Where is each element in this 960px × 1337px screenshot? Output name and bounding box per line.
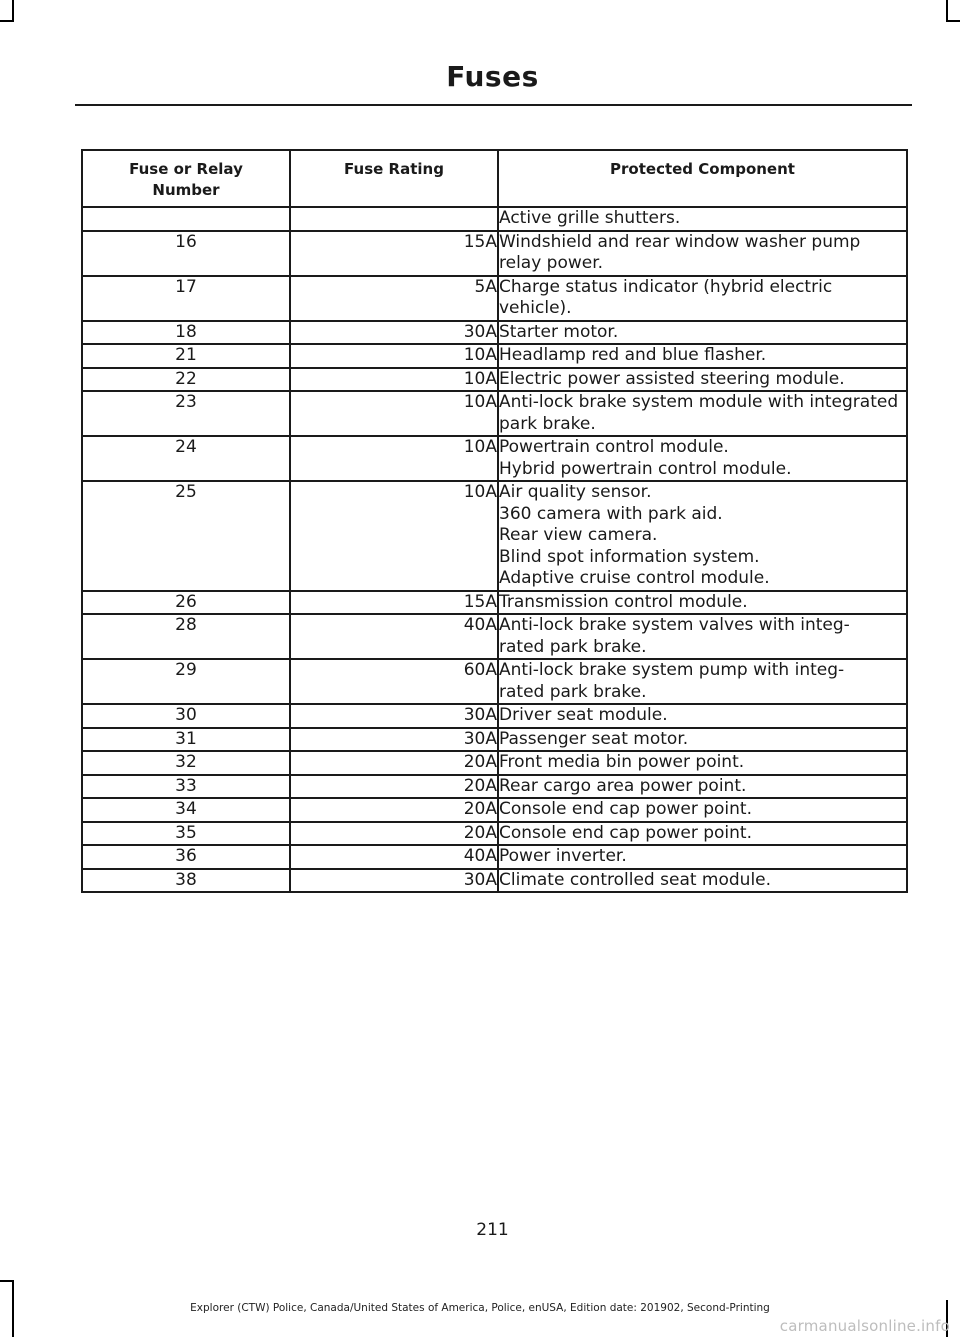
fuse-number-cell: 36 [82,845,290,869]
crop-mark-top-left-vertical [12,0,14,22]
protected-component-cell: Air quality sensor. 360 camera with park aid. Rear view camera. Blind spot information system. Adaptive cruise control module. [498,481,907,591]
table-row [82,231,907,276]
protected-component-cell: Passenger seat motor. [498,728,907,752]
edition-footer: Explorer (CTW) Police, Canada/United States of America, Police, enUSA, Edition date: 201902, Second-Printing [190,1302,770,1314]
fuse-rating-cell: 15A [290,231,498,276]
table-row [82,321,907,345]
table-row [82,728,907,752]
table-row [82,751,907,775]
fuse-number-cell: 31 [82,728,290,752]
protected-component-cell: Charge status indicator (hybrid electric vehicle). [498,276,907,321]
table-row [82,704,907,728]
protected-component-cell: Console end cap power point. [498,798,907,822]
table-row [82,481,907,591]
page-title: Fuses [446,60,539,93]
table-row [82,207,907,231]
table-row [82,614,907,659]
protected-component-cell: Transmission control module. [498,591,907,615]
protected-component-cell: Front media bin power point. [498,751,907,775]
table-row [82,659,907,704]
header-protected-component: Protected Component [498,150,907,207]
fuse-number-cell: 38 [82,869,290,893]
fuse-number-cell: 24 [82,436,290,481]
fuse-number-cell: 28 [82,614,290,659]
fuse-rating-cell: 30A [290,728,498,752]
fuse-number-cell: 33 [82,775,290,799]
table-row [82,436,907,481]
table-row [82,775,907,799]
watermark: carmanualsonline.info [779,1317,950,1335]
fuse-number-cell: 22 [82,368,290,392]
fuse-rating-cell: 30A [290,321,498,345]
fuse-table [81,149,908,893]
protected-component-cell: Anti-lock brake system valves with integ- rated park brake. [498,614,907,659]
fuse-number-cell: 32 [82,751,290,775]
protected-component-cell: Windshield and rear window washer pump relay power. [498,231,907,276]
protected-component-cell: Driver seat module. [498,704,907,728]
fuse-number-cell: 21 [82,344,290,368]
crop-mark-bottom-left-horizontal [0,1280,14,1282]
fuse-number-cell: 34 [82,798,290,822]
table-row [82,845,907,869]
fuse-rating-cell: 5A [290,276,498,321]
crop-mark-top-right-horizontal [946,20,960,22]
header-fuse-rating: Fuse Rating [290,150,498,207]
fuse-rating-cell: 60A [290,659,498,704]
protected-component-cell: Powertrain control module. Hybrid powertrain control module. [498,436,907,481]
title-divider [75,104,912,106]
fuse-number-cell: 18 [82,321,290,345]
page-number: 211 [476,1220,509,1240]
fuse-number-cell: 26 [82,591,290,615]
protected-component-cell: Electric power assisted steering module. [498,368,907,392]
table-row [82,344,907,368]
protected-component-cell: Starter motor. [498,321,907,345]
fuse-rating-cell: 20A [290,822,498,846]
table-row [82,869,907,893]
protected-component-cell: Anti-lock brake system pump with integ- rated park brake. [498,659,907,704]
protected-component-cell: Power inverter. [498,845,907,869]
fuse-rating-cell: 10A [290,368,498,392]
fuse-rating-cell: 30A [290,869,498,893]
crop-mark-top-left-horizontal [0,20,14,22]
fuse-rating-cell [290,207,498,231]
protected-component-cell: Console end cap power point. [498,822,907,846]
fuse-number-cell: 30 [82,704,290,728]
table-row [82,591,907,615]
fuse-table-body [82,207,907,892]
fuse-number-cell: 25 [82,481,290,591]
table-header-row [82,150,907,207]
fuse-rating-cell: 40A [290,614,498,659]
fuse-rating-cell: 30A [290,704,498,728]
fuse-number-cell: 23 [82,391,290,436]
fuse-rating-cell: 20A [290,751,498,775]
table-row [82,391,907,436]
protected-component-cell: Active grille shutters. [498,207,907,231]
fuse-rating-cell: 10A [290,391,498,436]
fuse-number-cell: 29 [82,659,290,704]
fuse-number-cell: 17 [82,276,290,321]
table-row [82,276,907,321]
fuse-rating-cell: 20A [290,775,498,799]
fuse-rating-cell: 15A [290,591,498,615]
fuse-number-cell [82,207,290,231]
protected-component-cell: Rear cargo area power point. [498,775,907,799]
fuse-rating-cell: 20A [290,798,498,822]
fuse-number-cell: 16 [82,231,290,276]
protected-component-cell: Headlamp red and blue flasher. [498,344,907,368]
protected-component-cell: Climate controlled seat module. [498,869,907,893]
header-fuse-number: Fuse or Relay Number [82,150,290,207]
protected-component-cell: Anti-lock brake system module with integrated park brake. [498,391,907,436]
crop-mark-top-right-vertical [946,0,948,22]
table-row [82,368,907,392]
table-row [82,798,907,822]
fuse-rating-cell: 40A [290,845,498,869]
fuse-rating-cell: 10A [290,344,498,368]
table-row [82,822,907,846]
fuse-number-cell: 35 [82,822,290,846]
fuse-rating-cell: 10A [290,436,498,481]
fuse-rating-cell: 10A [290,481,498,591]
